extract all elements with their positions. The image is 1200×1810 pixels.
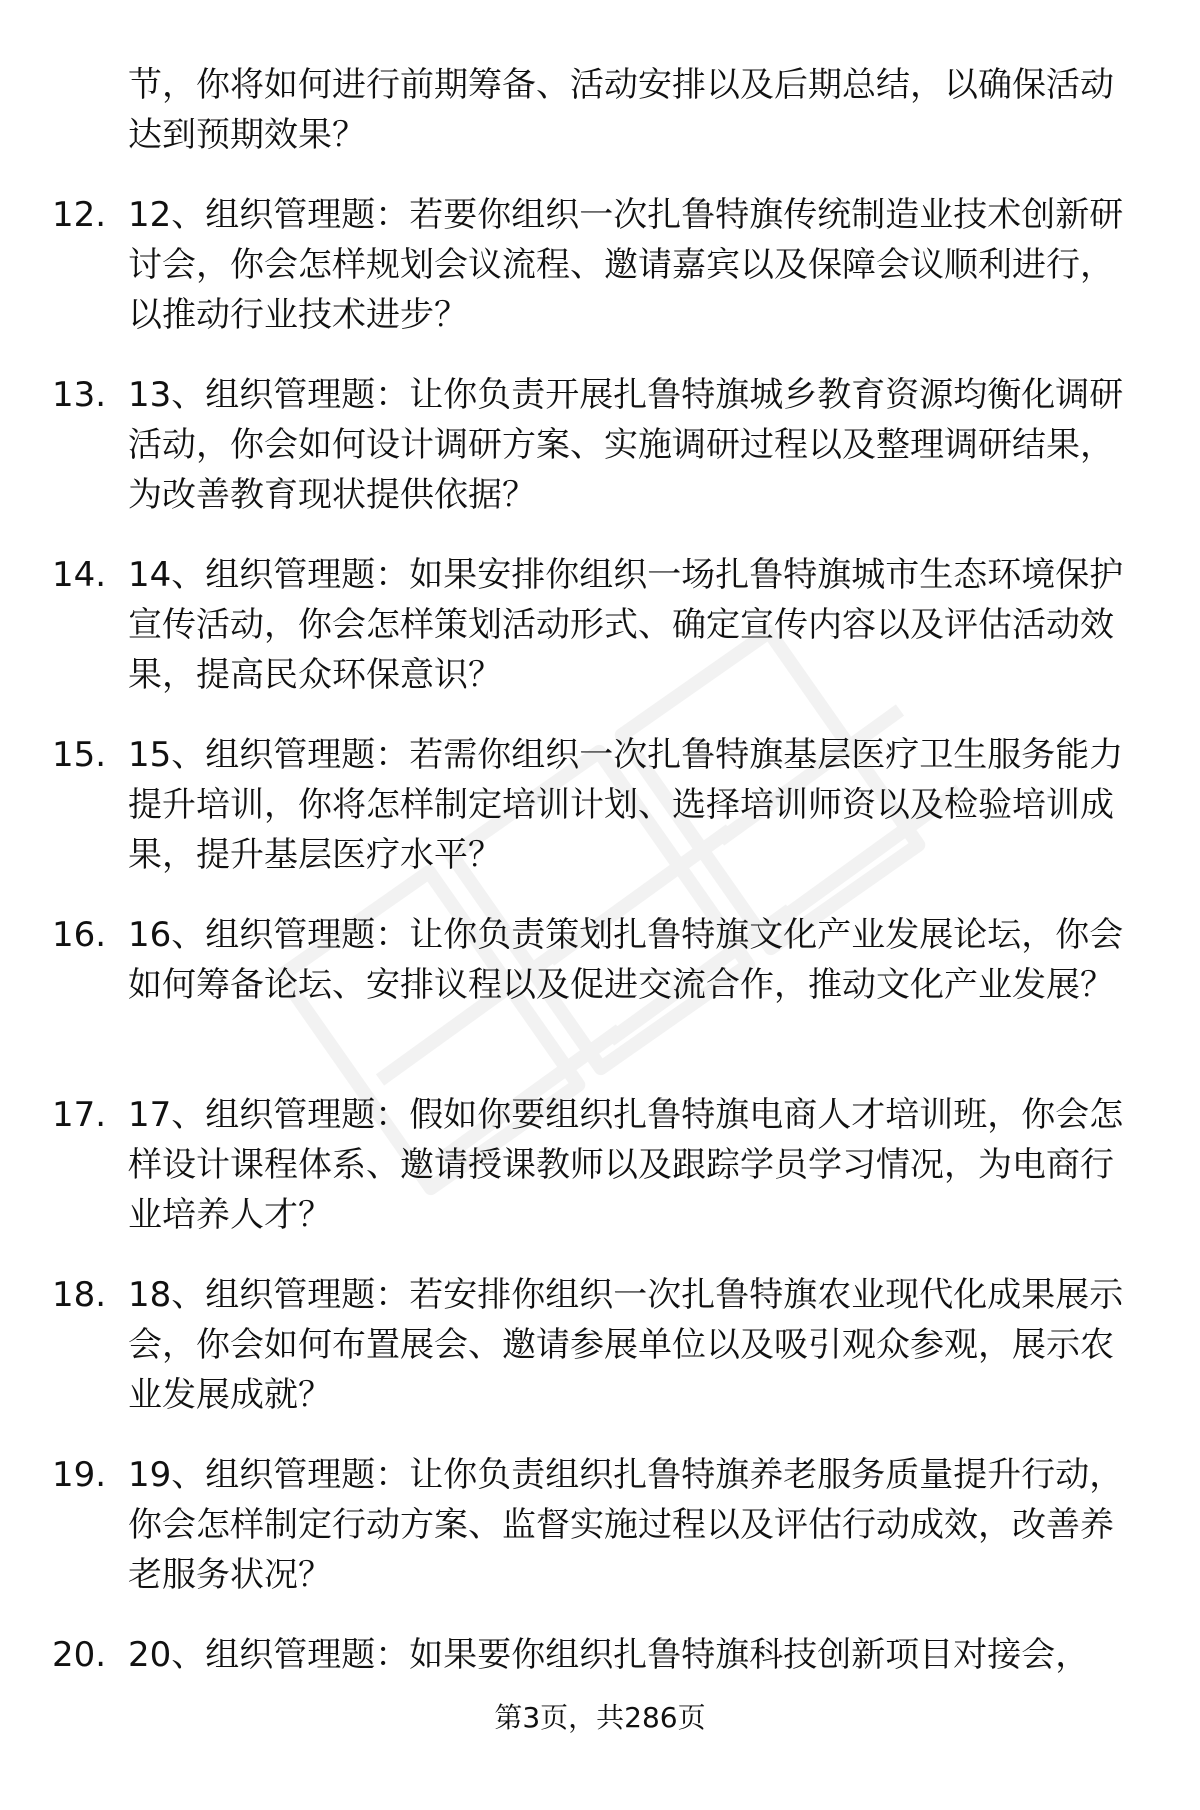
list-item [0,550,1200,730]
question-number: 12. [52,195,107,235]
question-text: 19、组织管理题：让你负责组织扎鲁特旗养老服务质量提升行动，你会怎样制定行动方案、监督实施过程以及评估行动成效，改善养老服务状况？ [128,1455,1124,1595]
continuation-paragraph: 节，你将如何进行前期筹备、活动安排以及后期总结，以确保活动达到预期效果？ [128,65,1114,155]
question-text: 17、组织管理题：假如你要组织扎鲁特旗电商人才培训班，你会怎样设计课程体系、邀请授课教师以及跟踪学员学习情况，为电商行业培养人才？ [128,1095,1124,1235]
question-number: 18. [52,1275,107,1315]
question-number: 16. [52,915,107,955]
question-number: 14. [52,555,107,595]
question-text: 12、组织管理题：若要你组织一次扎鲁特旗传统制造业技术创新研讨会，你会怎样规划会议流程、邀请嘉宾以及保障会议顺利进行，以推动行业技术进步？ [128,195,1124,335]
question-text: 16、组织管理题：让你负责策划扎鲁特旗文化产业发展论坛，你会如何筹备论坛、安排议程以及促进交流合作，推动文化产业发展？ [128,915,1124,1005]
question-text: 14、组织管理题：如果安排你组织一场扎鲁特旗城市生态环境保护宣传活动，你会怎样策划活动形式、确定宣传内容以及评估活动效果，提高民众环保意识？ [128,555,1124,695]
list-item [0,370,1200,550]
question-number: 20. [52,1635,107,1675]
question-number: 13. [52,375,107,415]
list-item [0,1090,1200,1270]
list-item [0,1270,1200,1450]
question-text: 13、组织管理题：让你负责开展扎鲁特旗城乡教育资源均衡化调研活动，你会如何设计调研方案、实施调研过程以及整理调研结果，为改善教育现状提供依据？ [128,375,1124,515]
page-footer: 第3页，共286页 [494,1701,706,1734]
question-text: 20、组织管理题：如果要你组织扎鲁特旗科技创新项目对接会， [128,1635,1090,1675]
question-text: 18、组织管理题：若安排你组织一次扎鲁特旗农业现代化成果展示会，你会如何布置展会、邀请参展单位以及吸引观众参观，展示农业发展成就？ [128,1275,1124,1415]
question-list [0,190,1200,1810]
question-number: 15. [52,735,107,775]
list-item [0,910,1200,1090]
question-number: 19. [52,1455,107,1495]
list-item [0,1450,1200,1630]
question-number: 17. [52,1095,107,1135]
list-item [0,730,1200,910]
question-text: 15、组织管理题：若需你组织一次扎鲁特旗基层医疗卫生服务能力提升培训，你将怎样制定培训计划、选择培训师资以及检验培训成果，提升基层医疗水平？ [128,735,1124,875]
list-item [0,190,1200,370]
